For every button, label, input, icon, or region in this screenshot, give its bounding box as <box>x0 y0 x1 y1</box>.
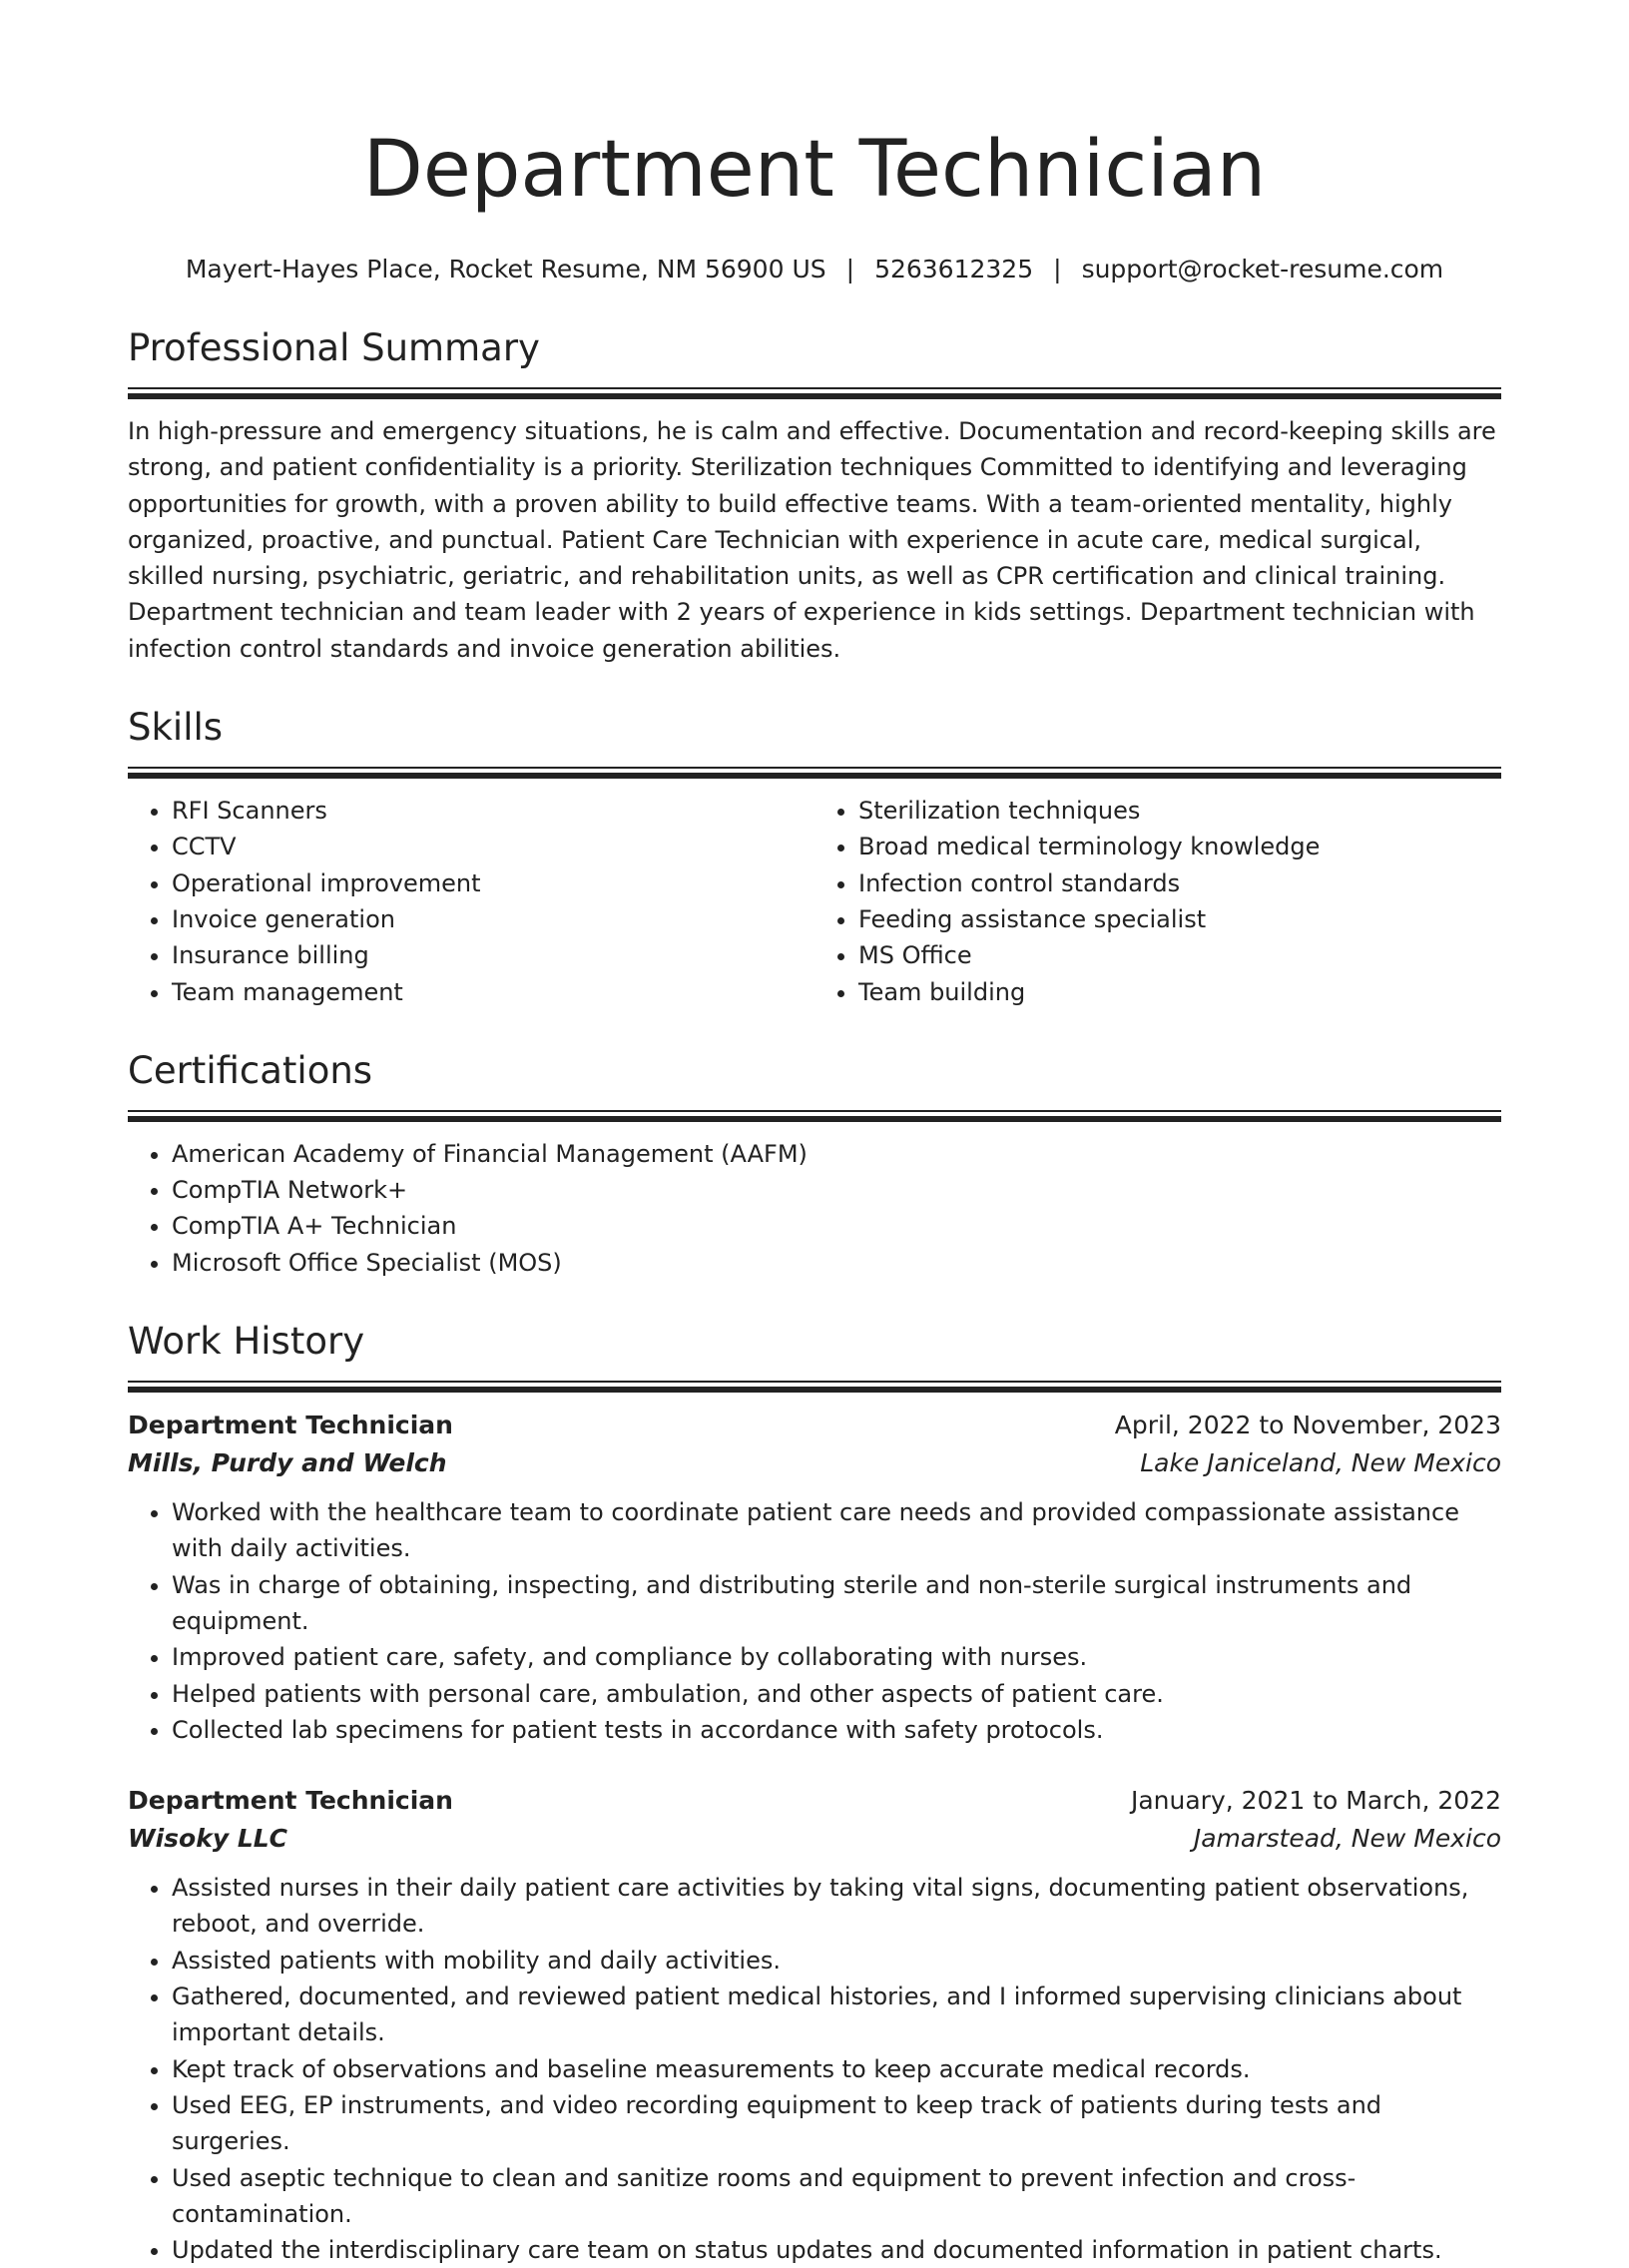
section-divider <box>128 1110 1501 1122</box>
skill-item: • Feeding assistance specialist <box>858 901 1501 937</box>
job-bullet: • Worked with the healthcare team to coordinate patient care needs and provided compassionate assistance with daily activities. <box>172 1494 1501 1567</box>
certification-item: • Microsoft Office Specialist (MOS) <box>172 1245 1501 1281</box>
skill-item: • MS Office <box>858 937 1501 973</box>
skill-item: • Insurance billing <box>172 937 814 973</box>
job-bullet: • Was in charge of obtaining, inspecting, and distributing sterile and non-sterile surgical instruments and equipment. <box>172 1567 1501 1640</box>
skill-item: • Infection control standards <box>858 865 1501 901</box>
job-bullets <box>128 1494 1501 1748</box>
work-history-section <box>128 1317 1501 2268</box>
skills-section <box>128 703 1501 1010</box>
section-divider <box>128 1381 1501 1393</box>
skill-item: • Operational improvement <box>172 865 814 901</box>
contact-line <box>128 252 1501 287</box>
certifications-section <box>128 1046 1501 1281</box>
contact-address: Mayert-Hayes Place, Rocket Resume, NM 56900 US <box>185 255 826 284</box>
contact-phone: 5263612325 <box>874 255 1034 284</box>
resume-page <box>128 0 1501 2268</box>
section-divider <box>128 387 1501 399</box>
skills-column-left <box>128 793 814 1010</box>
section-title-work-history: Work History <box>128 1320 365 1364</box>
section-title-summary: Professional Summary <box>128 326 540 369</box>
section-title-certifications: Certifications <box>128 1048 373 1092</box>
job-title: Department Technician <box>128 1786 453 1816</box>
job-location: Jamarstead, New Mexico <box>1193 1824 1501 1854</box>
job-bullet: • Updated the interdisciplinary care team on status updates and documented information in patient charts. <box>172 2232 1501 2268</box>
skill-item: • Invoice generation <box>172 901 814 937</box>
job-bullet: • Collected lab specimens for patient tests in accordance with safety protocols. <box>172 1712 1501 1748</box>
job-entry <box>128 1782 1501 2268</box>
skill-item: • RFI Scanners <box>172 793 814 829</box>
job-bullet: • Improved patient care, safety, and compliance by collaborating with nurses. <box>172 1639 1501 1675</box>
job-dates: January, 2021 to March, 2022 <box>1130 1786 1501 1816</box>
job-bullet: • Used EEG, EP instruments, and video recording equipment to keep track of patients during tests and surgeries. <box>172 2087 1501 2160</box>
contact-separator: | <box>845 255 855 284</box>
section-divider <box>128 767 1501 779</box>
summary-section <box>128 323 1501 667</box>
contact-email: support@rocket-resume.com <box>1081 255 1444 284</box>
skills-column-right <box>814 793 1501 1010</box>
job-dates: April, 2022 to November, 2023 <box>1114 1411 1501 1440</box>
summary-text: In high-pressure and emergency situations, he is calm and effective. Documentation and record-keeping skills are strong, and patient confidentiality is a priority. Sterilization techniques Committed to identifying and leveraging opportunities for growth, with a proven ability to build effective teams. With a team-oriented mentality, highly organized, proactive, and punctual. Patient Care Technician with experience in acute care, medical surgical, skilled nursing, psychiatric, geriatric, and rehabilitation units, as well as CPR certification and clinical training. Department technician and team leader with 2 years of experience in kids settings. Department technician with infection control standards and invoice generation abilities. <box>128 417 1496 663</box>
job-bullet: • Kept track of observations and baseline measurements to keep accurate medical records. <box>172 2051 1501 2087</box>
job-bullet: • Helped patients with personal care, ambulation, and other aspects of patient care. <box>172 1676 1501 1712</box>
skills-list <box>128 793 1501 1010</box>
skill-item: • Team management <box>172 974 814 1010</box>
skill-item: • Sterilization techniques <box>858 793 1501 829</box>
job-bullet: • Assisted patients with mobility and daily activities. <box>172 1943 1501 1979</box>
job-location: Lake Janiceland, New Mexico <box>1140 1448 1501 1478</box>
job-bullet: • Gathered, documented, and reviewed patient medical histories, and I informed supervising clinicians about important details. <box>172 1979 1501 2051</box>
job-entry <box>128 1407 1501 1748</box>
contact-separator: | <box>1053 255 1062 284</box>
section-title-skills: Skills <box>128 706 224 750</box>
job-bullet: • Assisted nurses in their daily patient care activities by taking vital signs, documenting patient observations, reboot, and override. <box>172 1870 1501 1943</box>
certification-item: • American Academy of Financial Management (AAFM) <box>172 1136 1501 1172</box>
job-title: Department Technician <box>128 1411 453 1440</box>
skill-item: • CCTV <box>172 829 814 864</box>
job-bullet: • Used aseptic technique to clean and sanitize rooms and equipment to prevent infection and cross-contamination. <box>172 2160 1501 2233</box>
job-bullets <box>128 1870 1501 2268</box>
certification-item: • CompTIA A+ Technician <box>172 1208 1501 1244</box>
skill-item: • Team building <box>858 974 1501 1010</box>
certifications-list <box>128 1136 1501 1281</box>
job-company: Wisoky LLC <box>128 1824 288 1854</box>
skill-item: • Broad medical terminology knowledge <box>858 829 1501 864</box>
job-company: Mills, Purdy and Welch <box>128 1448 447 1478</box>
certification-item: • CompTIA Network+ <box>172 1172 1501 1208</box>
candidate-name: Department Technician <box>362 125 1267 215</box>
